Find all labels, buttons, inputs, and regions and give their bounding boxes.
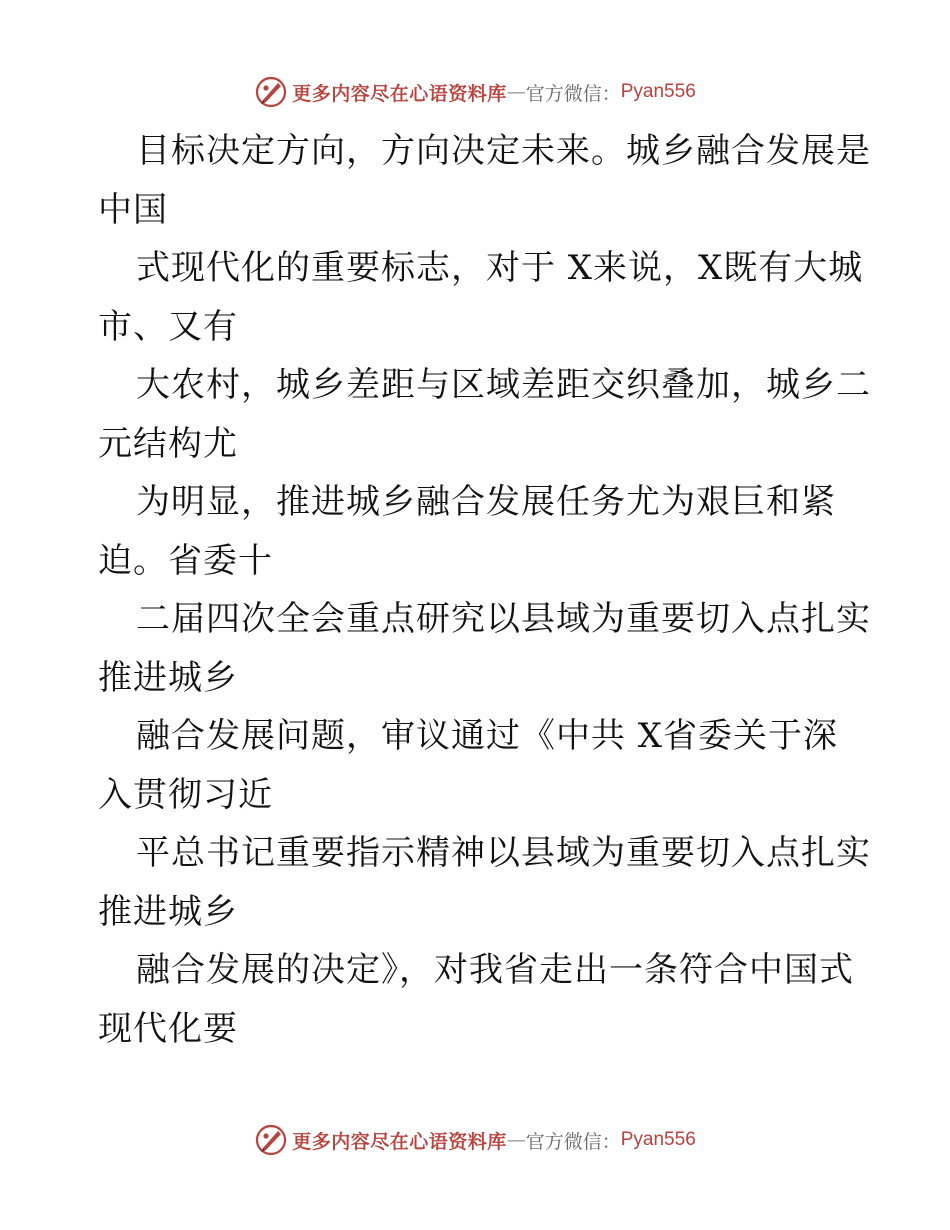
body-line: 推进城乡	[98, 657, 238, 698]
body-line: 大农村，城乡差距与区域差距交织叠加，城乡二	[136, 365, 871, 405]
body-line: 目标决定方向，方向决定未来。城乡融合发展是	[136, 131, 871, 171]
body-line: 二届四次全会重点研究以县域为重要切入点扎实	[136, 599, 871, 639]
body-line: 推进城乡	[98, 891, 238, 932]
banner-wechat-id: Pyan556	[620, 1129, 696, 1150]
quill-pen-logo-icon	[254, 1123, 288, 1157]
banner-wechat-id: Pyan556	[620, 81, 696, 102]
body-line: 现代化要	[98, 1008, 238, 1049]
footer-banner	[0, 1118, 950, 1162]
body-line: 融合发展的决定》，对我省走出一条符合中国式	[136, 950, 854, 990]
body-line: 市、又有	[98, 306, 238, 347]
body-line: 为明显，推进城乡融合发展任务尤为艰巨和紧	[136, 482, 836, 522]
banner-site-text: 更多内容尽在心语资料库	[292, 1130, 507, 1153]
body-line: 入贯彻习近	[98, 774, 273, 815]
banner-wechat-label: 官方微信：	[525, 1130, 621, 1153]
banner-site-text: 更多内容尽在心语资料库	[292, 82, 507, 105]
document-body	[98, 122, 871, 1058]
header-banner	[0, 70, 950, 114]
body-line: 融合发展问题，审议通过《中共 X省委关于深	[136, 716, 839, 756]
body-line: 迫。省委十	[98, 540, 273, 581]
body-line: 平总书记重要指示精神以县域为重要切入点扎实	[136, 833, 871, 873]
banner-dash: —	[506, 1129, 526, 1151]
body-line: 式现代化的重要标志，对于 X来说，X既有大城	[136, 248, 864, 288]
banner-dash: —	[506, 81, 526, 103]
body-line: 中国	[98, 189, 168, 230]
quill-pen-logo-icon	[254, 75, 288, 109]
banner-wechat-label: 官方微信：	[525, 82, 621, 105]
body-line: 元结构尤	[98, 423, 238, 464]
